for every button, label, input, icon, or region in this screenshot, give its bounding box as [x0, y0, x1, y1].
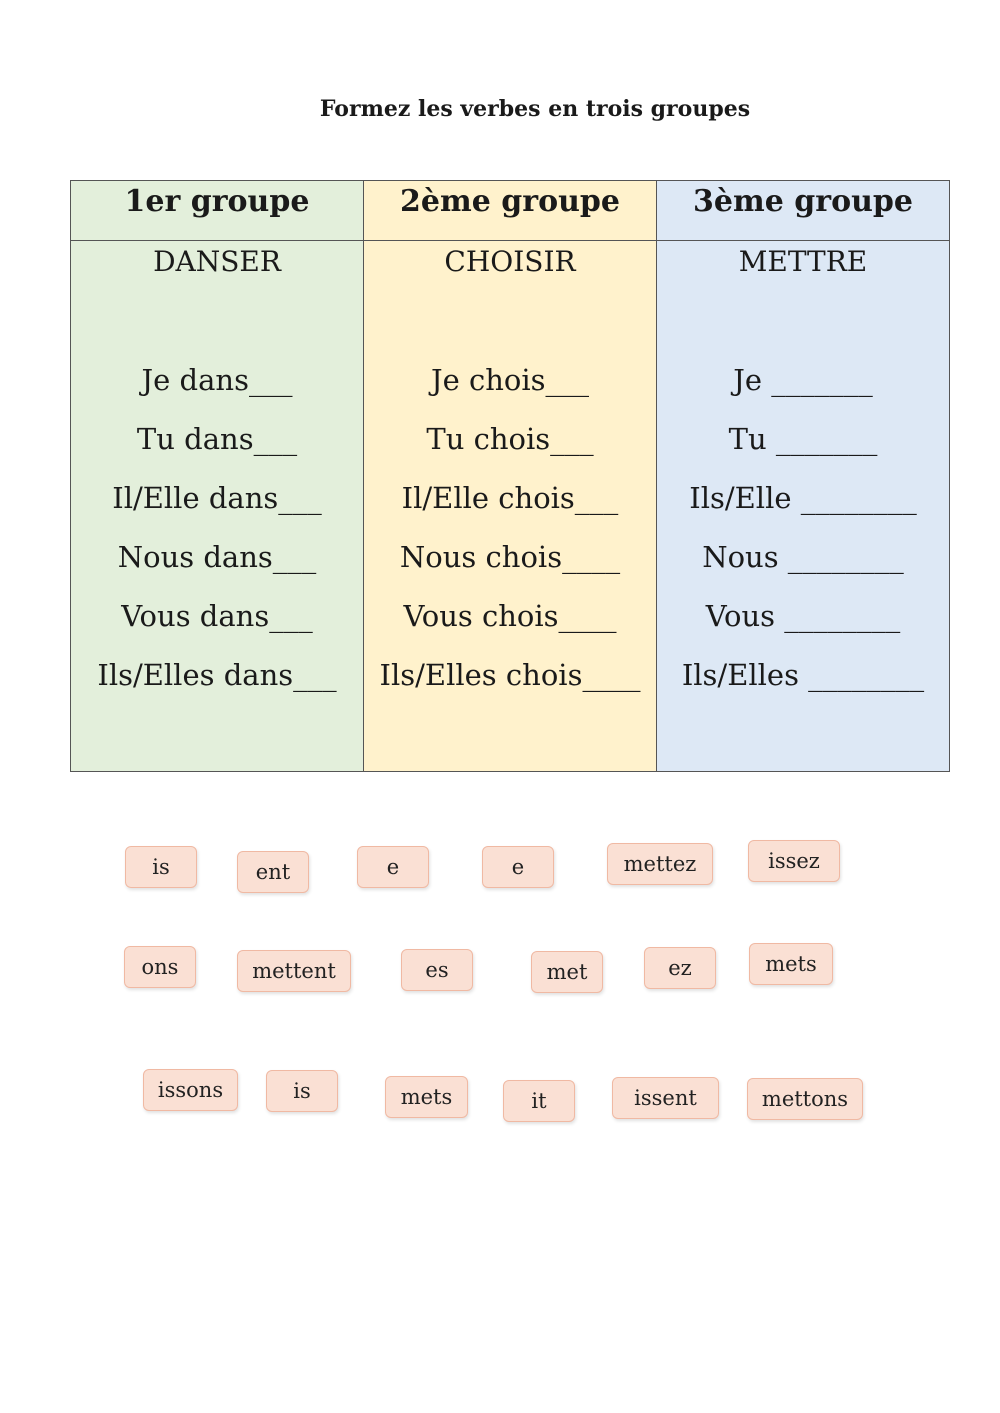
ending-chip[interactable]: ent	[237, 851, 309, 893]
conjugation-drop-target[interactable]: Il/Elle dans___	[112, 481, 322, 515]
group-verb: METTRE	[738, 245, 868, 278]
ending-chip[interactable]: is	[125, 846, 197, 888]
ending-chip[interactable]: ez	[644, 947, 716, 989]
group-header: 1er groupe	[71, 181, 363, 241]
ending-chip[interactable]: met	[531, 951, 603, 993]
ending-chip[interactable]: mettent	[237, 950, 351, 992]
conjugation-drop-target[interactable]: Tu _______	[728, 422, 878, 456]
group-column-1	[71, 181, 363, 771]
ending-chip[interactable]: es	[401, 949, 473, 991]
group-header: 2ème groupe	[364, 181, 656, 241]
conjugation-drop-target[interactable]: Je _______	[733, 363, 873, 397]
ending-chip[interactable]: mets	[749, 943, 833, 985]
ending-chip[interactable]: e	[482, 846, 554, 888]
conjugation-drop-target[interactable]: Vous ________	[705, 599, 901, 633]
group-verb: CHOISIR	[444, 245, 576, 278]
ending-chip[interactable]: mettez	[607, 843, 713, 885]
ending-chip[interactable]: is	[266, 1070, 338, 1112]
ending-chip[interactable]: ons	[124, 946, 196, 988]
ending-chip[interactable]: issez	[748, 840, 840, 882]
ending-chip[interactable]: it	[503, 1080, 575, 1122]
conjugation-drop-target[interactable]: Je chois___	[430, 363, 590, 397]
group-column-3	[656, 181, 949, 771]
conjugation-drop-target[interactable]: Tu dans___	[136, 422, 298, 456]
ending-chip[interactable]: issent	[612, 1077, 719, 1119]
ending-chip[interactable]: mettons	[747, 1078, 863, 1120]
conjugation-drop-target[interactable]: Vous chois____	[403, 599, 617, 633]
group-column-2	[363, 181, 656, 771]
ending-chip[interactable]: mets	[385, 1076, 468, 1118]
conjugation-drop-target[interactable]: Nous ________	[702, 540, 904, 574]
conjugation-drop-target[interactable]: Tu chois___	[426, 422, 594, 456]
conjugation-drop-target[interactable]: Ils/Elles ________	[681, 658, 925, 692]
conjugation-drop-target[interactable]: Vous dans___	[121, 599, 313, 633]
group-header: 3ème groupe	[657, 181, 949, 241]
conjugation-drop-target[interactable]: Ils/Elle ________	[689, 481, 917, 515]
ending-chip[interactable]: issons	[143, 1069, 238, 1111]
ending-chip[interactable]: e	[357, 846, 429, 888]
conjugation-drop-target[interactable]: Ils/Elles dans___	[97, 658, 337, 692]
conjugation-drop-target[interactable]: Ils/Elles chois____	[379, 658, 641, 692]
verb-groups-table	[70, 180, 950, 772]
group-verb: DANSER	[153, 245, 281, 278]
conjugation-drop-target[interactable]: Nous chois____	[399, 540, 621, 574]
conjugation-drop-target[interactable]: Il/Elle chois___	[401, 481, 619, 515]
conjugation-drop-target[interactable]: Je dans___	[141, 363, 293, 397]
page-title: Formez les verbes en trois groupes	[319, 96, 751, 122]
conjugation-drop-target[interactable]: Nous dans___	[117, 540, 317, 574]
